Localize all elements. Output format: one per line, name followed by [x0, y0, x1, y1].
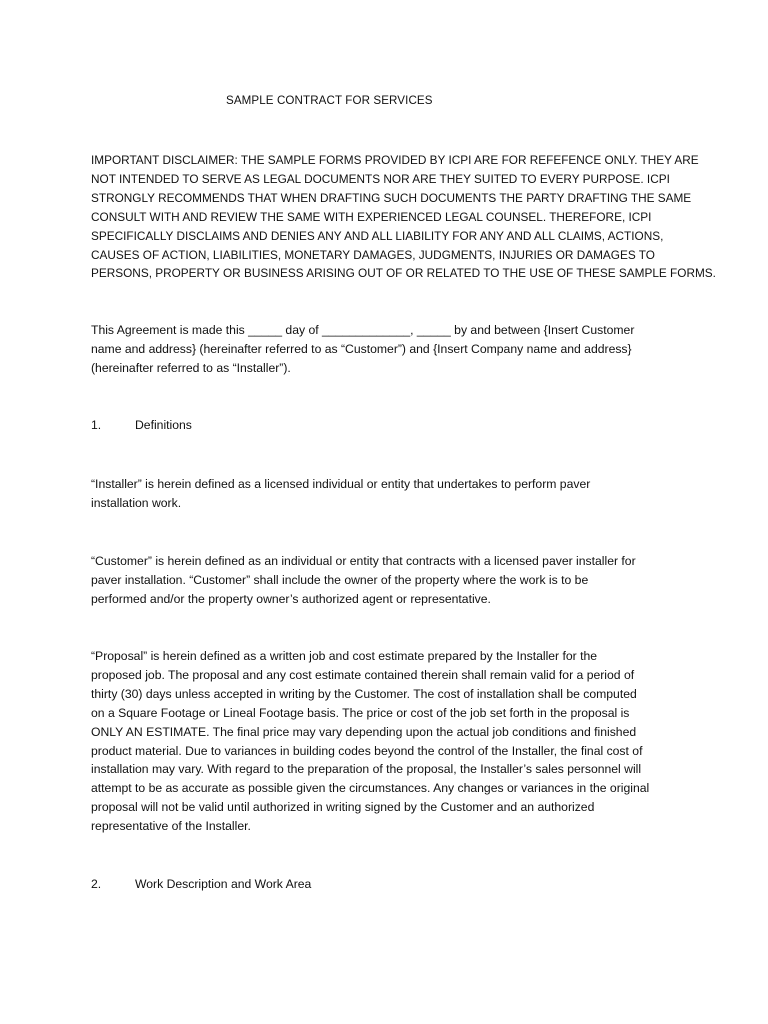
disclaimer-line: SPECIFICALLY DISCLAIMS AND DENIES ANY AND ALL LIABILITY FOR ANY AND ALL CLAIMS, ACTIONS,: [91, 228, 664, 243]
disclaimer-line: IMPORTANT DISCLAIMER: THE SAMPLE FORMS PROVIDED BY ICPI ARE FOR REFEFENCE ONLY. THEY ARE: [91, 153, 699, 167]
proposal-definition-line: on a Square Footage or Lineal Footage basis. The price or cost of the job set forth in the proposal is: [91, 705, 630, 720]
agreement-line: This Agreement is made this _____ day of _____________, _____ by and between {Insert Customer: [91, 323, 635, 337]
disclaimer-line: STRONGLY RECOMMENDS THAT WHEN DRAFTING SUCH DOCUMENTS THE PARTY DRAFTING THE SAME: [91, 190, 692, 205]
agreement-line: (hereinafter referred to as “Installer”).: [91, 360, 291, 375]
proposal-definition-line: representative of the Installer.: [91, 819, 251, 834]
installer-definition-line: installation work.: [91, 495, 182, 510]
proposal-definition-line: installation may vary. With regard to the preparation of the proposal, the Installer’s sales personnel will: [91, 762, 642, 777]
section-title: Definitions: [135, 418, 192, 432]
proposal-definition-line: product material. Due to variances in building codes beyond the control of the Installer, the final cost of: [91, 743, 643, 758]
proposal-definition-line: ONLY AN ESTIMATE. The final price may vary depending upon the actual job conditions and finished: [91, 724, 637, 739]
section-number: 2.: [91, 877, 102, 891]
disclaimer-paragraph: [91, 151, 716, 283]
document-title: SAMPLE CONTRACT FOR SERVICES: [226, 94, 433, 107]
customer-definition-line: paver installation. “Customer” shall include the owner of the property where the work is to be: [91, 572, 589, 587]
section-heading-work-description: [91, 875, 311, 894]
customer-definition-line: performed and/or the property owner’s authorized agent or representative.: [91, 591, 491, 606]
proposal-definition: [91, 647, 686, 836]
disclaimer-line: CONSULT WITH AND REVIEW THE SAME WITH EXPERIENCED LEGAL COUNSEL. THEREFORE, ICPI: [91, 209, 652, 224]
disclaimer-line: CAUSES OF ACTION, LIABILITIES, MONETARY DAMAGES, JUDGMENTS, INJURIES OR DAMAGES TO: [91, 247, 655, 262]
customer-definition-line: “Customer” is herein defined as an individual or entity that contracts with a licensed paver installer for: [91, 554, 636, 568]
agreement-paragraph: [91, 321, 686, 378]
proposal-definition-line: proposal will not be valid until authorized in writing signed by the Customer and an authorized: [91, 800, 595, 815]
proposal-definition-line: thirty (30) days unless accepted in writing by the Customer. The cost of installation shall be computed: [91, 686, 637, 701]
section-title: Work Description and Work Area: [135, 877, 312, 891]
proposal-definition-line: attempt to be as accurate as possible given the circumstances. Any changes or variances in the original: [91, 781, 650, 796]
installer-definition: [91, 475, 686, 513]
section-number: 1.: [91, 418, 102, 432]
customer-definition: [91, 552, 686, 609]
proposal-definition-line: “Proposal” is herein defined as a written job and cost estimate prepared by the Installer for the: [91, 649, 598, 663]
section-heading-definitions: [91, 416, 192, 435]
agreement-line: name and address} (hereinafter referred to as “Customer”) and {Insert Company name and address}: [91, 341, 632, 356]
disclaimer-line: NOT INTENDED TO SERVE AS LEGAL DOCUMENTS NOR ARE THEY SUITED TO EVERY PURPOSE. ICPI: [91, 171, 670, 186]
proposal-definition-line: proposed job. The proposal and any cost estimate contained therein shall remain valid for a period of: [91, 667, 635, 682]
installer-definition-line: “Installer” is herein defined as a licensed individual or entity that undertakes to perform paver: [91, 477, 591, 491]
disclaimer-line: PERSONS, PROPERTY OR BUSINESS ARISING OUT OF OR RELATED TO THE USE OF THESE SAMPLE FORMS.: [91, 266, 716, 281]
